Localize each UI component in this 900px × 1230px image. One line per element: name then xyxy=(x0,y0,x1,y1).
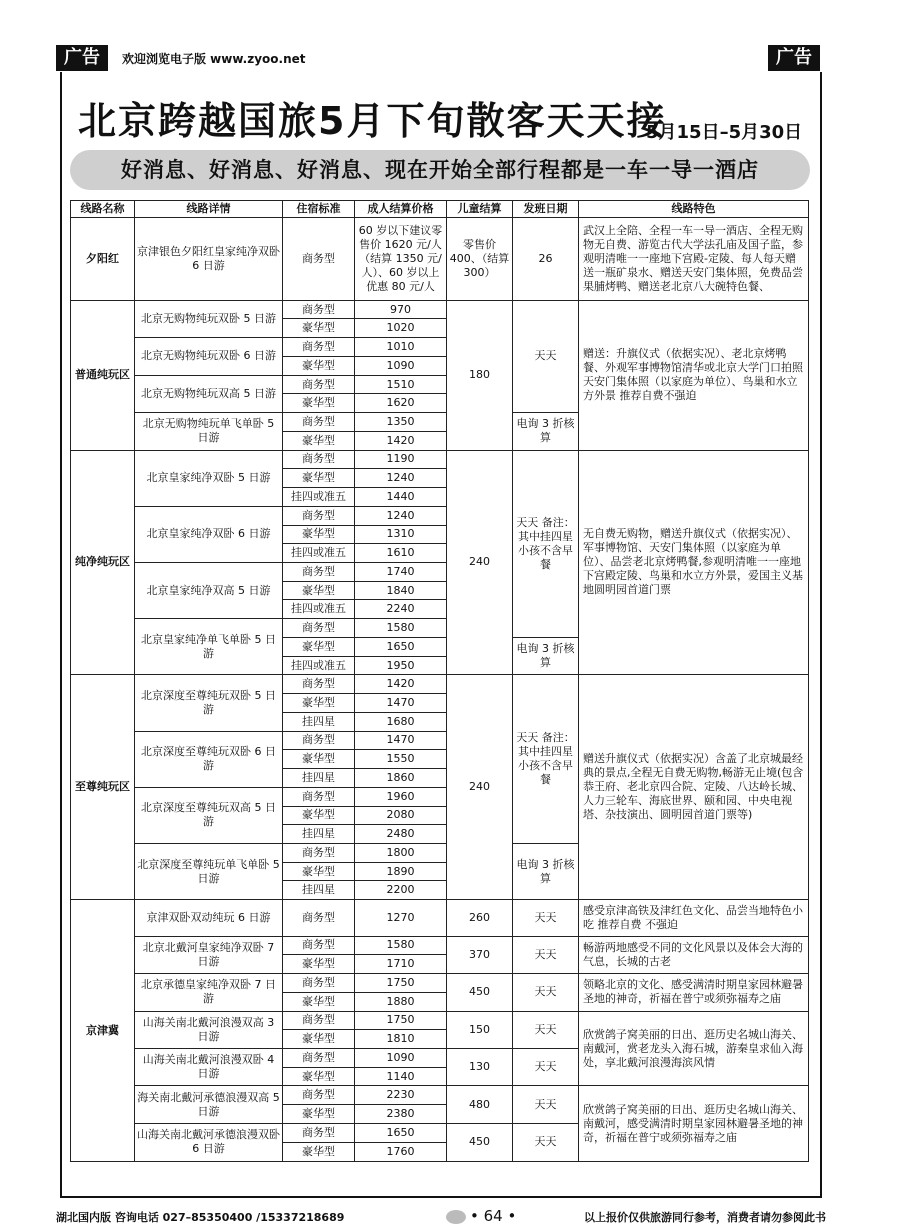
table-cell: 1620 xyxy=(355,394,447,413)
route-features-cell: 领略北京的文化、感受满清时期皇家园林避暑圣地的神奇，祈福在普宁或须弥福寿之庙 xyxy=(579,974,809,1011)
table-cell: 北京深度至尊纯玩单飞单卧 5 日游 xyxy=(135,844,283,900)
table-cell: 海关南北戴河承德浪漫双高 5 日游 xyxy=(135,1086,283,1123)
route-category-cell: 普通纯玩区 xyxy=(71,300,135,450)
table-cell: 1240 xyxy=(355,469,447,488)
table-cell: 天天 xyxy=(513,1086,579,1123)
table-cell: 豪华型 xyxy=(283,1105,355,1124)
route-category-cell: 至尊纯玩区 xyxy=(71,675,135,900)
table-cell: 2080 xyxy=(355,806,447,825)
table-cell: 天天 xyxy=(513,1123,579,1161)
column-header: 线路名称 xyxy=(71,201,135,218)
table-cell: 天天 xyxy=(513,1011,579,1048)
table-cell: 北京无购物纯玩双卧 5 日游 xyxy=(135,300,283,337)
table-cell: 商务型 xyxy=(283,300,355,319)
table-cell: 商务型 xyxy=(283,1086,355,1105)
table-cell: 天天 xyxy=(513,300,579,412)
table-cell: 北京无购物纯玩双高 5 日游 xyxy=(135,375,283,412)
tour-price-table xyxy=(70,200,809,1162)
table-cell: 豪华型 xyxy=(283,394,355,413)
table-cell: 商务型 xyxy=(283,731,355,750)
column-header: 儿童结算 xyxy=(447,201,513,218)
route-features-cell: 感受京津高铁及津红色文化、品尝当地特色小吃 推荐自费 不强迫 xyxy=(579,900,809,936)
table-cell: 电询 3 折核算 xyxy=(513,413,579,450)
top-bar xyxy=(56,45,820,71)
table-cell: 挂四或准五 xyxy=(283,488,355,507)
table-cell: 2230 xyxy=(355,1086,447,1105)
table-cell: 450 xyxy=(447,1123,513,1161)
table-cell: 1580 xyxy=(355,936,447,955)
table-cell: 山海关南北戴河承德浪漫双卧 6 日游 xyxy=(135,1123,283,1161)
table-cell: 天天 备注：其中挂四星小孩不含早餐 xyxy=(513,450,579,637)
route-category-cell: 夕阳红 xyxy=(71,218,135,301)
table-cell: 电询 3 折核算 xyxy=(513,637,579,674)
table-cell: 豪华型 xyxy=(283,525,355,544)
route-features-cell: 武汉上全陪、全程一车一导一酒店、全程无购物无自费、游览古代大学法孔庙及国子监，参观明清唯一一座地下宫殿-定陵、每人每天赠送一瓶矿泉水、赠送天安门集体照，免费品尝果脯烤鸭、赠送老北京八大碗特色餐、 xyxy=(579,218,809,301)
table-cell: 1270 xyxy=(355,900,447,936)
date-range: 5月15日–5月30日 xyxy=(646,122,803,143)
table-cell: 北京皇家纯净双卧 6 日游 xyxy=(135,506,283,562)
table-cell: 240 xyxy=(447,450,513,675)
column-header: 线路详情 xyxy=(135,201,283,218)
table-cell: 商务型 xyxy=(283,619,355,638)
table-cell: 天天 xyxy=(513,974,579,1011)
table-cell: 北京深度至尊纯玩双高 5 日游 xyxy=(135,787,283,843)
table-cell: 1420 xyxy=(355,675,447,694)
table-cell: 豪华型 xyxy=(283,469,355,488)
table-cell: 豪华型 xyxy=(283,319,355,338)
table-cell: 150 xyxy=(447,1011,513,1048)
table-cell: 970 xyxy=(355,300,447,319)
table-cell: 京津双卧双动纯玩 6 日游 xyxy=(135,900,283,936)
table-cell: 1750 xyxy=(355,974,447,993)
table-cell: 山海关南北戴河浪漫双高 3 日游 xyxy=(135,1011,283,1048)
table-cell: 商务型 xyxy=(283,413,355,432)
table-cell: 商务型 xyxy=(283,675,355,694)
table-cell: 京津银色夕阳红皇家纯净双卧 6 日游 xyxy=(135,218,283,301)
table-cell: 挂四星 xyxy=(283,769,355,788)
table-cell: 1710 xyxy=(355,955,447,974)
table-cell: 1840 xyxy=(355,581,447,600)
table-cell: 挂四或准五 xyxy=(283,656,355,675)
table-cell: 商务型 xyxy=(283,506,355,525)
table-cell: 商务型 xyxy=(283,1049,355,1068)
table-row xyxy=(71,1011,809,1030)
table-cell: 豪华型 xyxy=(283,750,355,769)
table-cell: 1800 xyxy=(355,844,447,863)
table-cell: 豪华型 xyxy=(283,1067,355,1086)
table-cell: 商务型 xyxy=(283,218,355,301)
route-category-cell: 京津冀 xyxy=(71,900,135,1162)
footer xyxy=(56,1207,826,1225)
table-cell: 北京皇家纯净双卧 5 日游 xyxy=(135,450,283,506)
table-cell: 1650 xyxy=(355,637,447,656)
table-cell: 1950 xyxy=(355,656,447,675)
table-cell: 豪华型 xyxy=(283,862,355,881)
table-cell: 挂四或准五 xyxy=(283,544,355,563)
table-cell: 60 岁以下建议零售价 1620 元/人（结算 1350 元/人）、60 岁以上优惠 80 元/人 xyxy=(355,218,447,301)
table-cell: 1190 xyxy=(355,450,447,469)
table-cell: 1760 xyxy=(355,1142,447,1161)
table-cell: 豪华型 xyxy=(283,431,355,450)
publisher-logo-icon xyxy=(446,1210,466,1224)
table-body xyxy=(71,218,809,1162)
table-cell: 商务型 xyxy=(283,974,355,993)
table-cell: 豪华型 xyxy=(283,581,355,600)
table-cell: 天天 xyxy=(513,936,579,973)
table-cell: 2200 xyxy=(355,881,447,900)
table-cell: 零售价 400、（结算 300） xyxy=(447,218,513,301)
table-cell: 商务型 xyxy=(283,787,355,806)
table-cell: 天天 xyxy=(513,1049,579,1086)
route-features-cell: 无自费无购物，赠送升旗仪式（依据实况）、军事博物馆、天安门集体照（以家庭为单位）、品尝老北京烤鸭餐,参观明清唯一一座地下宫殿定陵、鸟巢和水立方外景，爱国主义基地圆明园首道门票 xyxy=(579,450,809,675)
table-cell: 130 xyxy=(447,1049,513,1086)
page-number-text: • 64 • xyxy=(470,1207,517,1225)
table-row xyxy=(71,936,809,955)
table-cell: 天天 备注：其中挂四星小孩不含早餐 xyxy=(513,675,579,844)
route-features-cell: 赠送升旗仪式（依据实况）含盖了北京城最经典的景点,全程无自费无购物,畅游无止境(包含恭王府、老北京四合院、定陵、八达岭长城、人力三轮车、海底世界、颐和园、中央电视塔、杂技演出、圆明园首道门票等) xyxy=(579,675,809,900)
table-cell: 1580 xyxy=(355,619,447,638)
table-cell: 370 xyxy=(447,936,513,973)
table-cell: 1470 xyxy=(355,694,447,713)
table-cell: 1440 xyxy=(355,488,447,507)
table-cell: 挂四或准五 xyxy=(283,600,355,619)
table-row xyxy=(71,974,809,993)
table-cell: 北京北戴河皇家纯净双卧 7 日游 xyxy=(135,936,283,973)
table-cell: 1650 xyxy=(355,1123,447,1142)
table-cell: 电询 3 折核算 xyxy=(513,844,579,900)
table-cell: 1880 xyxy=(355,992,447,1011)
table-cell: 1610 xyxy=(355,544,447,563)
table-cell: 天天 xyxy=(513,900,579,936)
table-cell: 商务型 xyxy=(283,936,355,955)
promo-banner: 好消息、好消息、好消息、现在开始全部行程都是一车一导一酒店 xyxy=(70,150,810,190)
table-cell: 1350 xyxy=(355,413,447,432)
table-row xyxy=(71,675,809,694)
table-cell: 山海关南北戴河浪漫双卧 4 日游 xyxy=(135,1049,283,1086)
table-row xyxy=(71,300,809,319)
table-cell: 商务型 xyxy=(283,375,355,394)
table-cell: 1310 xyxy=(355,525,447,544)
table-cell: 1510 xyxy=(355,375,447,394)
footer-disclaimer: 以上报价仅供旅游同行参考，消费者请勿参阅此书 xyxy=(584,1211,826,1224)
table-cell: 2240 xyxy=(355,600,447,619)
welcome-text[interactable]: 欢迎浏览电子版 www.zyoo.net xyxy=(122,52,306,66)
table-row xyxy=(71,1086,809,1105)
table-cell: 挂四星 xyxy=(283,881,355,900)
table-cell: 260 xyxy=(447,900,513,936)
table-cell: 北京皇家纯净双高 5 日游 xyxy=(135,562,283,618)
ad-tag-left: 广告 xyxy=(56,45,108,71)
table-cell: 26 xyxy=(513,218,579,301)
column-header: 发班日期 xyxy=(513,201,579,218)
table-cell: 豪华型 xyxy=(283,1030,355,1049)
table-cell: 北京承德皇家纯净双卧 7 日游 xyxy=(135,974,283,1011)
table-row xyxy=(71,450,809,469)
table-cell: 北京无购物纯玩单飞单卧 5 日游 xyxy=(135,413,283,450)
table-cell: 豪华型 xyxy=(283,1142,355,1161)
table-cell: 1090 xyxy=(355,356,447,375)
table-cell: 1010 xyxy=(355,338,447,357)
footer-contact: 湖北国内版 咨询电话 027–85350400 /15337218689 xyxy=(56,1211,345,1224)
table-cell: 1420 xyxy=(355,431,447,450)
table-cell: 豪华型 xyxy=(283,992,355,1011)
table-cell: 商务型 xyxy=(283,844,355,863)
table-cell: 2480 xyxy=(355,825,447,844)
table-cell: 商务型 xyxy=(283,1011,355,1030)
table-cell: 1140 xyxy=(355,1067,447,1086)
table-cell: 1860 xyxy=(355,769,447,788)
page-title: 北京跨越国旅5月下旬散客天天接 xyxy=(78,99,667,143)
table-cell: 180 xyxy=(447,300,513,450)
table-cell: 挂四星 xyxy=(283,825,355,844)
ad-tag-right: 广告 xyxy=(768,45,820,71)
route-features-cell: 欣赏鸽子窝美丽的日出、逛历史名城山海关、南戴河，感受满清时期皇家园林避暑圣地的神奇，祈福在普宁或须弥福寿之庙 xyxy=(579,1086,809,1162)
table-cell: 商务型 xyxy=(283,1123,355,1142)
column-header: 成人结算价格 xyxy=(355,201,447,218)
table-row xyxy=(71,218,809,301)
table-cell: 1240 xyxy=(355,506,447,525)
table-cell: 豪华型 xyxy=(283,694,355,713)
table-cell: 北京皇家纯净单飞单卧 5 日游 xyxy=(135,619,283,675)
column-header: 线路特色 xyxy=(579,201,809,218)
column-header: 住宿标准 xyxy=(283,201,355,218)
table-cell: 挂四星 xyxy=(283,712,355,731)
table-header-row xyxy=(71,201,809,218)
table-cell: 1550 xyxy=(355,750,447,769)
route-features-cell: 畅游两地感受不同的文化风景以及体会大海的气息，长城的古老 xyxy=(579,936,809,973)
table-cell: 1960 xyxy=(355,787,447,806)
table-cell: 1810 xyxy=(355,1030,447,1049)
route-category-cell: 纯净纯玩区 xyxy=(71,450,135,675)
table-cell: 1890 xyxy=(355,862,447,881)
table-cell: 豪华型 xyxy=(283,637,355,656)
table-cell: 北京深度至尊纯玩双卧 6 日游 xyxy=(135,731,283,787)
table-cell: 1680 xyxy=(355,712,447,731)
table-cell: 1020 xyxy=(355,319,447,338)
table-cell: 1750 xyxy=(355,1011,447,1030)
route-features-cell: 欣赏鸽子窝美丽的日出、逛历史名城山海关、南戴河，赏老龙头入海石城，游秦皇求仙入海处，享北戴河浪漫海滨风情 xyxy=(579,1011,809,1086)
table-cell: 240 xyxy=(447,675,513,900)
table-cell: 480 xyxy=(447,1086,513,1123)
table-cell: 商务型 xyxy=(283,450,355,469)
table-cell: 北京无购物纯玩双卧 6 日游 xyxy=(135,338,283,375)
table-cell: 1740 xyxy=(355,562,447,581)
table-cell: 450 xyxy=(447,974,513,1011)
table-cell: 商务型 xyxy=(283,900,355,936)
table-cell: 商务型 xyxy=(283,338,355,357)
route-features-cell: 赠送：升旗仪式（依据实况）、老北京烤鸭餐、外观军事博物馆清华或北京大学门口拍照 天安门集体照（以家庭为单位）、鸟巢和水立方外景 推荐自费不强迫 xyxy=(579,300,809,450)
table-cell: 1470 xyxy=(355,731,447,750)
table-cell: 1090 xyxy=(355,1049,447,1068)
table-cell: 豪华型 xyxy=(283,356,355,375)
table-cell: 2380 xyxy=(355,1105,447,1124)
page-number xyxy=(446,1207,516,1225)
table-cell: 商务型 xyxy=(283,562,355,581)
table-cell: 豪华型 xyxy=(283,806,355,825)
table-cell: 豪华型 xyxy=(283,955,355,974)
table-cell: 北京深度至尊纯玩双卧 5 日游 xyxy=(135,675,283,731)
